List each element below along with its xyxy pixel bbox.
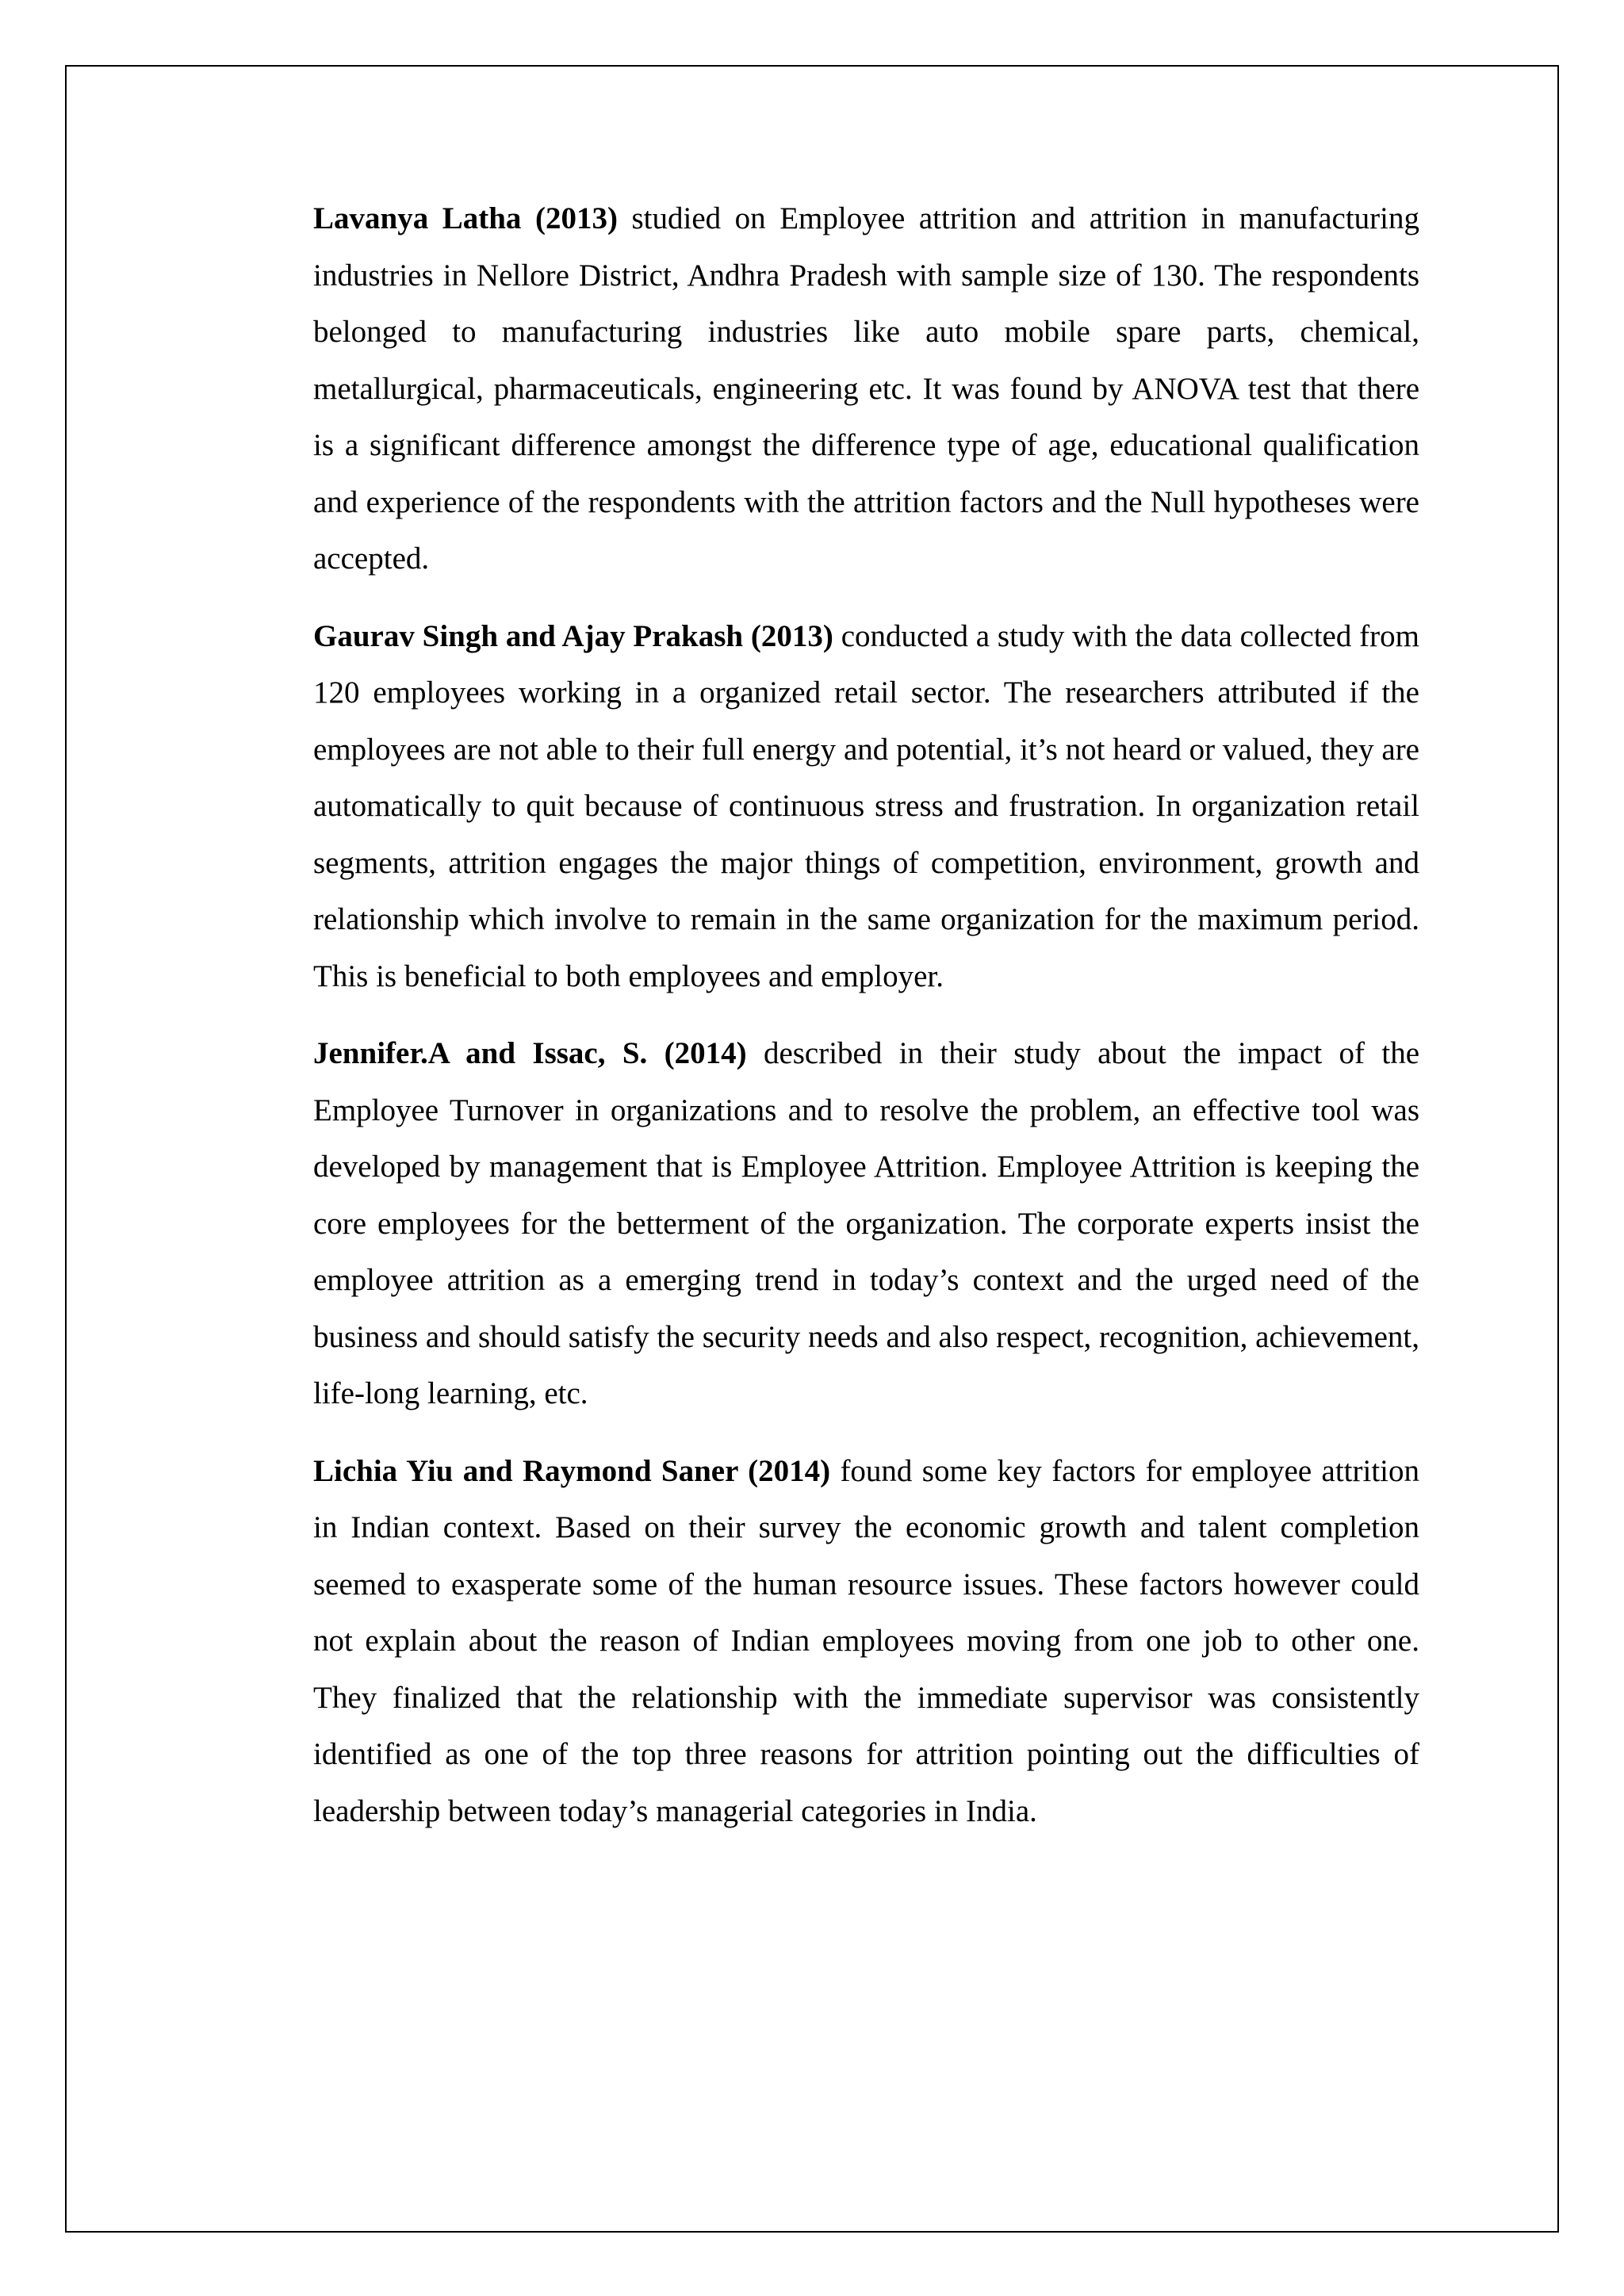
paragraph-text: found some key factors for employee attrition in Indian context. Based on their survey the economic growth and talent completion seemed to exasperate some of the human resource issues. These factors however could not explain about the reason of Indian employees moving from one job to other one. They finalized that the relationship with the immediate supervisor was consistently identified as one of the top three reasons for attrition pointing out the difficulties of leadership between today’s managerial categories in India.	[313, 1453, 1419, 1828]
paragraph-jennifer-issac	[313, 1025, 1419, 1422]
paragraph-author: Lichia Yiu and Raymond Saner (2014)	[313, 1453, 831, 1488]
paragraph-author: Jennifer.A and Issac, S. (2014)	[313, 1036, 747, 1070]
paragraph-text: conducted a study with the data collected from 120 employees working in a organized retail sector. The researchers attributed if the employees are not able to their full energy and potential, it’s not heard or valued, they are automatically to quit because of continuous stress and frustration. In organization retail segments, attrition engages the major things of competition, environment, growth and relationship which involve to remain in the same organization for the maximum period. This is beneficial to both employees and employer.	[313, 618, 1419, 993]
paragraph-gaurav-singh	[313, 608, 1419, 1005]
paragraph-lavanya-latha	[313, 190, 1419, 587]
paragraph-text: described in their study about the impact of the Employee Turnover in organizations and to resolve the problem, an effective tool was developed by management that is Employee Attrition. Employee Attrition is keeping the core employees for the betterment of the organization. The corporate experts insist the employee attrition as a emerging trend in today’s context and the urged need of the business and should satisfy the security needs and also respect, recognition, achievement, life-long learning, etc.	[313, 1036, 1420, 1410]
document-body	[313, 190, 1419, 1860]
paragraph-author: Lavanya Latha (2013)	[313, 201, 618, 235]
paragraph-text: studied on Employee attrition and attrition in manufacturing industries in Nellore District, Andhra Pradesh with sample size of 130. The respondents belonged to manufacturing industries like auto mobile spare parts, chemical, metallurgical, pharmaceuticals, engineering etc. It was found by ANOVA test that there is a significant difference amongst the difference type of age, educational qualification and experience of the respondents with the attrition factors and the Null hypotheses were accepted.	[313, 201, 1419, 576]
paragraph-lichia-yiu	[313, 1443, 1419, 1840]
paragraph-author: Gaurav Singh and Ajay Prakash (2013)	[313, 618, 833, 653]
